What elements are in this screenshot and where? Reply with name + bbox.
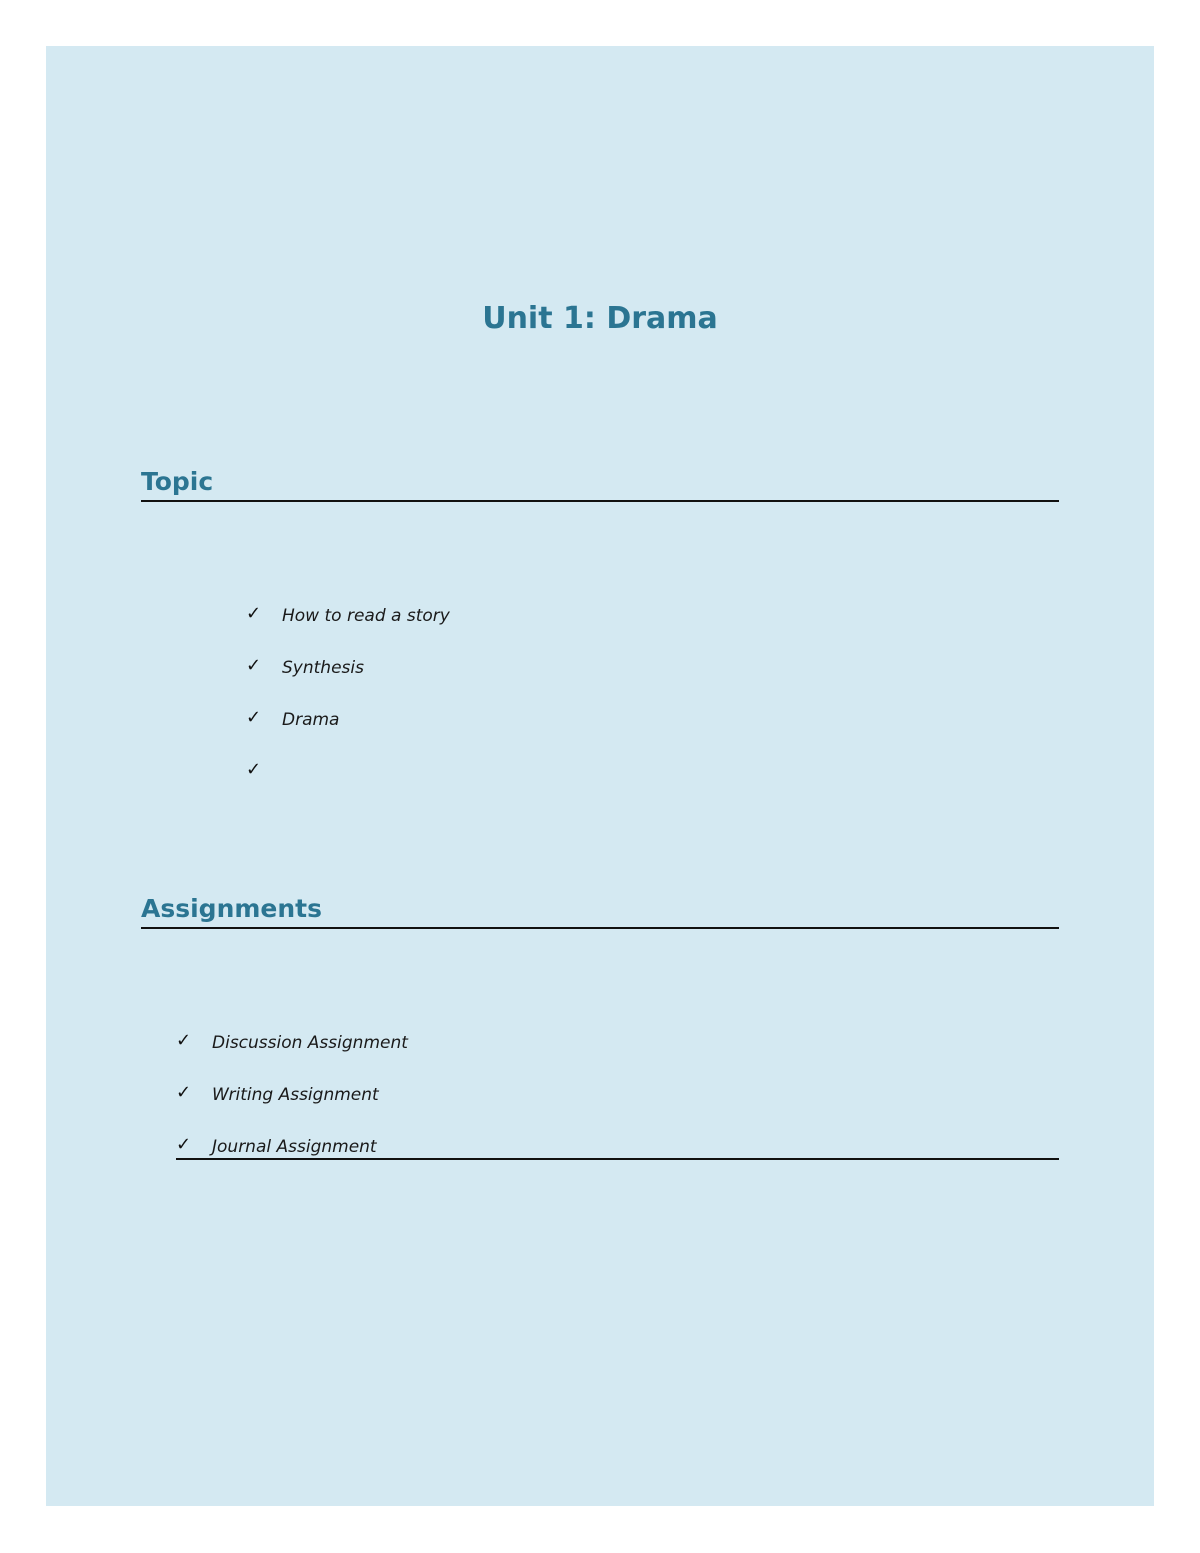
- list-item-text: Discussion Assignment: [212, 1033, 408, 1053]
- checkmark-icon: ✓: [176, 1030, 192, 1051]
- list-item-text: Drama: [282, 710, 340, 730]
- list-item-text: Writing Assignment: [212, 1085, 379, 1105]
- checkmark-icon: ✓: [176, 1134, 192, 1155]
- list-item-text: How to read a story: [282, 606, 450, 626]
- document-title: Unit 1: Drama: [482, 301, 718, 336]
- checkmark-icon: ✓: [246, 759, 262, 780]
- topic-heading: Topic: [141, 466, 1059, 502]
- list-item-text: Journal Assignment: [212, 1137, 377, 1157]
- list-item-text: Synthesis: [282, 658, 364, 678]
- assignments-heading: Assignments: [141, 893, 1059, 929]
- section-divider: [176, 1158, 1059, 1160]
- page-panel: [46, 46, 1154, 1506]
- checkmark-icon: ✓: [246, 655, 262, 676]
- checkmark-icon: ✓: [176, 1082, 192, 1103]
- checkmark-icon: ✓: [246, 603, 262, 624]
- checkmark-icon: ✓: [246, 707, 262, 728]
